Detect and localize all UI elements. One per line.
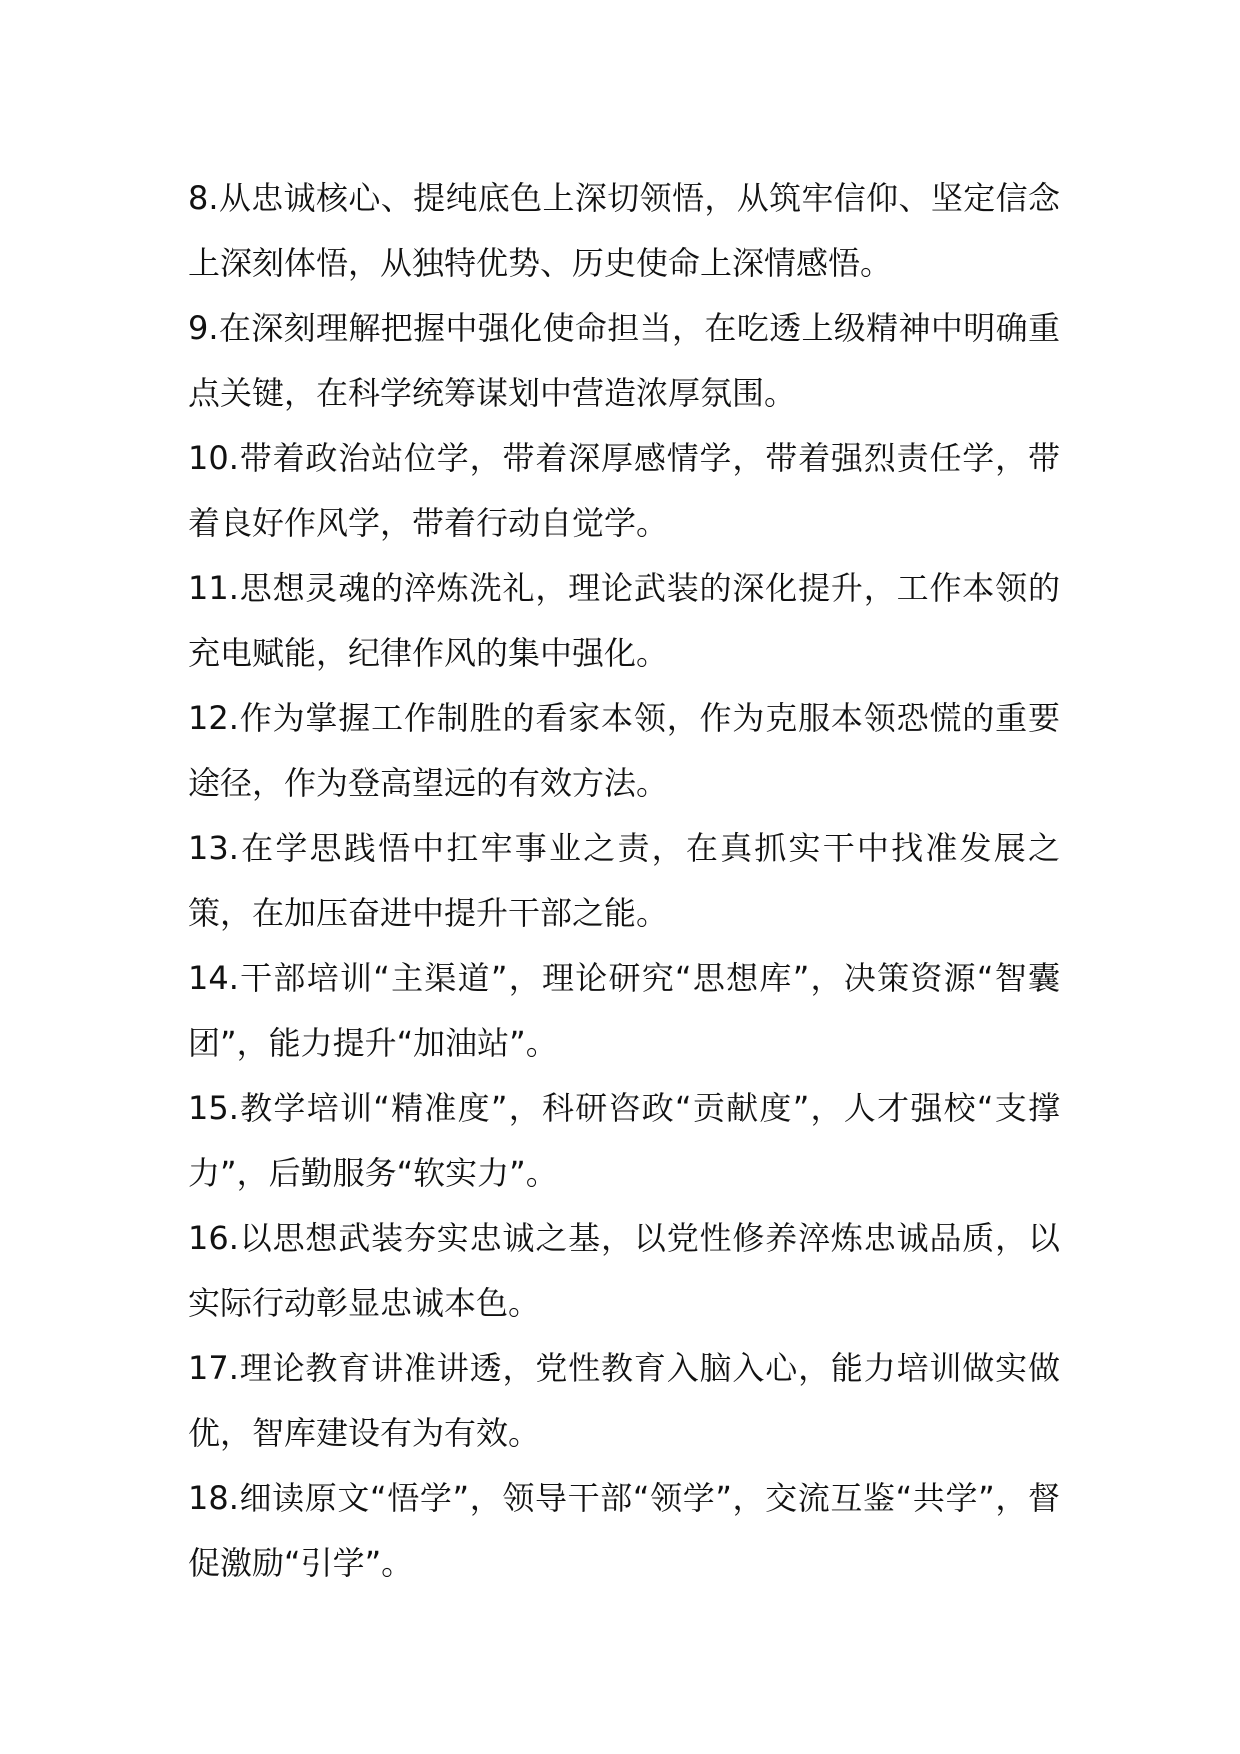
paragraph-18: 18.细读原文“悟学”，领导干部“领学”，交流互鉴“共学”，督促激励“引学”。 [188, 1479, 1060, 1582]
paragraph-11: 11.思想灵魂的淬炼洗礼，理论武装的深化提升，工作本领的充电赋能，纪律作风的集中强化。 [188, 569, 1060, 672]
document-body [188, 166, 1060, 1596]
paragraph-17: 17.理论教育讲准讲透，党性教育入脑入心，能力培训做实做优，智库建设有为有效。 [188, 1349, 1060, 1452]
paragraph-13: 13.在学思践悟中扛牢事业之责，在真抓实干中找准发展之策，在加压奋进中提升干部之能。 [188, 829, 1060, 932]
paragraph-16: 16.以思想武装夯实忠诚之基，以党性修养淬炼忠诚品质，以实际行动彰显忠诚本色。 [188, 1219, 1060, 1322]
paragraph-8: 8.从忠诚核心、提纯底色上深切领悟，从筑牢信仰、坚定信念上深刻体悟，从独特优势、历史使命上深情感悟。 [188, 179, 1060, 282]
paragraph-12: 12.作为掌握工作制胜的看家本领，作为克服本领恐慌的重要途径，作为登高望远的有效方法。 [188, 699, 1060, 802]
paragraph-15: 15.教学培训“精准度”，科研咨政“贡献度”，人才强校“支撑力”，后勤服务“软实力”。 [188, 1089, 1060, 1192]
paragraph-14: 14.干部培训“主渠道”，理论研究“思想库”，决策资源“智囊团”，能力提升“加油站”。 [188, 959, 1060, 1062]
paragraph-9: 9.在深刻理解把握中强化使命担当，在吃透上级精神中明确重点关键，在科学统筹谋划中营造浓厚氛围。 [188, 309, 1060, 412]
paragraph-10: 10.带着政治站位学，带着深厚感情学，带着强烈责任学，带着良好作风学，带着行动自觉学。 [188, 439, 1060, 542]
